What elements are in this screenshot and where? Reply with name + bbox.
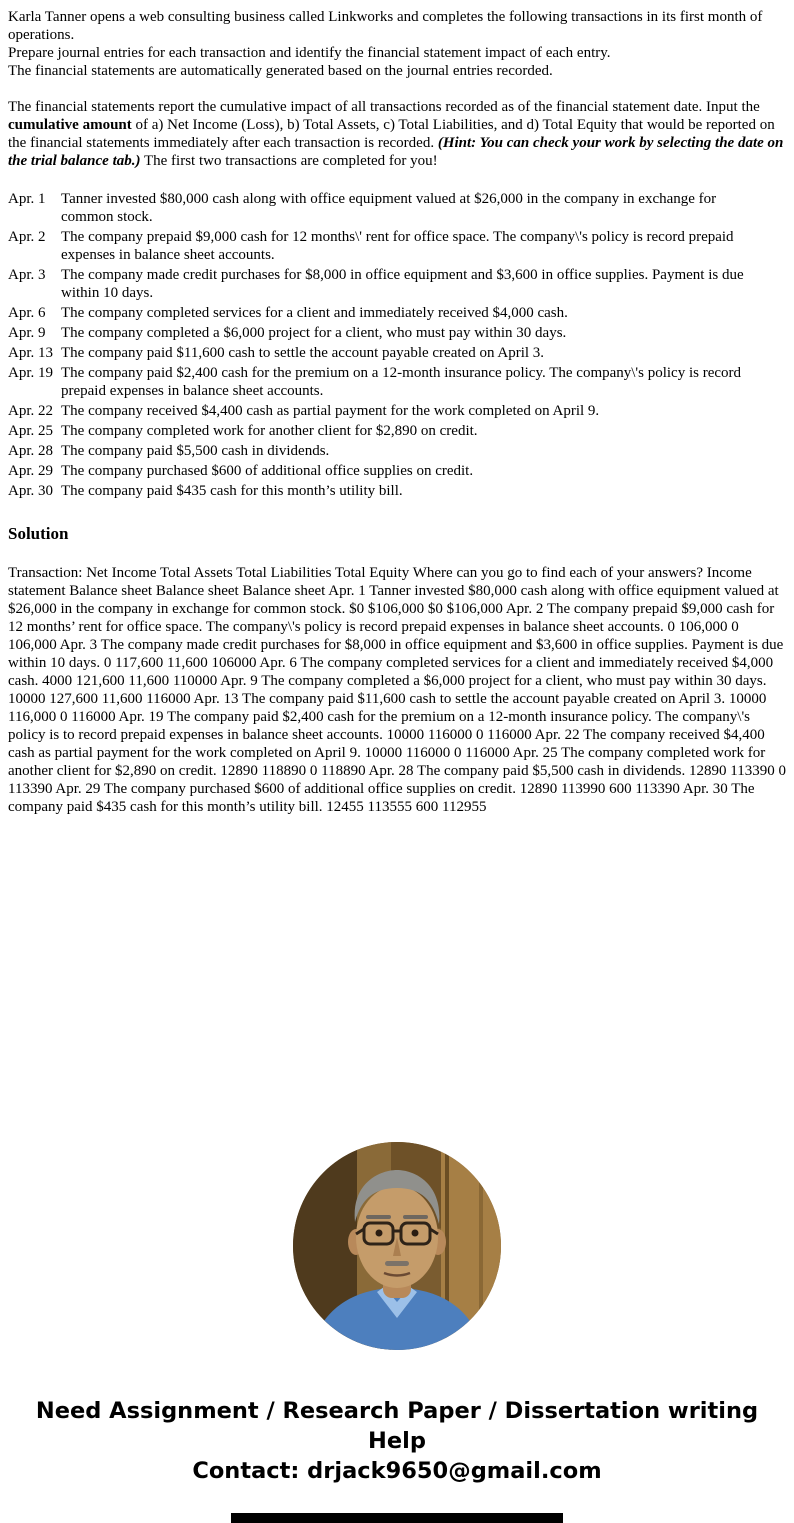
transaction-row (8, 266, 786, 302)
transaction-date: Apr. 13 (8, 345, 53, 361)
footer-help-text: Need Assignment / Research Paper / Dissertation writing Help (35, 1398, 759, 1454)
bottom-bar (231, 1513, 563, 1523)
transaction-row (8, 190, 786, 226)
transaction-row (8, 422, 786, 440)
avatar (293, 1142, 501, 1350)
transaction-row (8, 462, 786, 480)
transaction-text: The company completed services for a client and immediately received $4,000 cash. (61, 305, 568, 321)
transaction-date: Apr. 30 (8, 483, 53, 499)
transaction-row (8, 324, 786, 342)
transaction-row (8, 344, 786, 362)
transaction-row (8, 442, 786, 460)
transaction-date: Apr. 28 (8, 443, 53, 459)
transaction-text: The company paid $2,400 cash for the premium on a 12-month insurance policy. The company\'s policy is record prepaid expenses in balance sheet accounts. (61, 365, 742, 399)
instructor-photo-illustration (293, 1142, 501, 1350)
transaction-date: Apr. 25 (8, 423, 53, 439)
transaction-text: The company made credit purchases for $8,000 in office equipment and $3,600 in office supplies. Payment is due within 10 days. (61, 267, 744, 301)
transaction-text: The company received $4,400 cash as partial payment for the work completed on April 9. (61, 403, 600, 419)
footer (8, 1396, 786, 1486)
transaction-date: Apr. 29 (8, 463, 53, 479)
instructions-text-3: The first two transactions are completed for you! (140, 153, 438, 169)
transaction-row (8, 402, 786, 420)
solution-heading: Solution (8, 524, 69, 543)
transactions-list (8, 190, 786, 500)
instructions-hint: (Hint: You can check your work by selecting the date on the trial balance tab.) (8, 135, 784, 169)
transaction-row (8, 364, 786, 400)
transaction-text: The company completed a $6,000 project for a client, who must pay within 30 days. (61, 325, 567, 341)
transaction-date: Apr. 22 (8, 403, 53, 419)
transaction-date: Apr. 1 (8, 191, 46, 207)
intro-line-2: Prepare journal entries for each transaction and identify the financial statement impact of each entry. (8, 45, 611, 61)
solution-body: Transaction: Net Income Total Assets Total Liabilities Total Equity Where can you go to find each of your answers? Income statement Balance sheet Balance sheet Balance sheet Apr. 1 Tanner invested $80,000 cash along with office equipment valued at $26,000 in the company in exchange for common stock. $0 $106,000 $0 $106,000 Apr. 2 The company prepaid $9,000 cash for 12 months’ rent for office space. The company\'s policy is record prepaid expenses in balance sheet accounts. 0 106,000 0 106,000 Apr. 3 The company made credit purchases for $8,000 in office equipment and $3,600 in office supplies. Payment is due within 10 days. 0 117,600 11,600 106000 Apr. 6 The company completed services for a client and immediately received $4,000 cash. 4000 121,600 11,600 110000 Apr. 9 The company completed a $6,000 project for a client, who must pay within 30 days. 10000 127,600 11,600 116000 Apr. 13 The company paid $11,600 cash to settle the account payable created on April 3. 10000 116,000 0 116000 Apr. 19 The company paid $2,400 cash for the premium on a 12-month insurance policy. The company\'s policy is to record prepaid expenses in balance sheet accounts. 10000 116000 0 116000 Apr. 22 The company received $4,400 cash as partial payment for the work completed on April 9. 10000 116000 0 116000 Apr. 25 The company completed work for another client for $2,890 on credit. 12890 118890 0 118890 Apr. 28 The company paid $5,500 cash in dividends. 12890 113390 0 113390 Apr. 29 The company purchased $600 of additional office supplies on credit. 12890 113990 600 113390 Apr. 30 The company paid $435 cash for this month’s utility bill. 12455 113555 600 112955 (8, 565, 786, 815)
instructions-text-1: The financial statements report the cumulative impact of all transactions recorded as of the financial statement date. Input the (8, 99, 760, 115)
intro-line-1: Karla Tanner opens a web consulting business called Linkworks and completes the following transactions in its first month of operations. (8, 9, 763, 43)
transaction-date: Apr. 19 (8, 365, 53, 381)
transaction-row (8, 228, 786, 264)
transaction-row (8, 482, 786, 500)
intro-line-3: The financial statements are automatically generated based on the journal entries recorded. (8, 63, 553, 79)
transaction-date: Apr. 9 (8, 325, 46, 341)
instructions-text-2: of a) Net Income (Loss), b) Total Assets, c) Total Liabilities, and d) Total Equity that would be reported on the financial statements immediately after each transaction is recorded. (8, 117, 775, 151)
transaction-date: Apr. 6 (8, 305, 46, 321)
transaction-text: Tanner invested $80,000 cash along with office equipment valued at $26,000 in the company in exchange for common stock. (61, 191, 717, 225)
instructions-bold-cumulative-amount: cumulative amount (8, 117, 132, 133)
transaction-text: The company purchased $600 of additional office supplies on credit. (61, 463, 474, 479)
transaction-date: Apr. 2 (8, 229, 46, 245)
transaction-text: The company prepaid $9,000 cash for 12 months\' rent for office space. The company\'s policy is record prepaid expenses in balance sheet accounts. (61, 229, 734, 263)
transaction-date: Apr. 3 (8, 267, 46, 283)
transaction-text: The company paid $11,600 cash to settle the account payable created on April 3. (61, 345, 545, 361)
instructions-paragraph (8, 98, 786, 170)
footer-contact-email: Contact: drjack9650@gmail.com (192, 1458, 602, 1484)
transaction-text: The company paid $435 cash for this month’s utility bill. (61, 483, 403, 499)
transaction-text: The company completed work for another client for $2,890 on credit. (61, 423, 478, 439)
transaction-text: The company paid $5,500 cash in dividends. (61, 443, 330, 459)
transaction-row (8, 304, 786, 322)
